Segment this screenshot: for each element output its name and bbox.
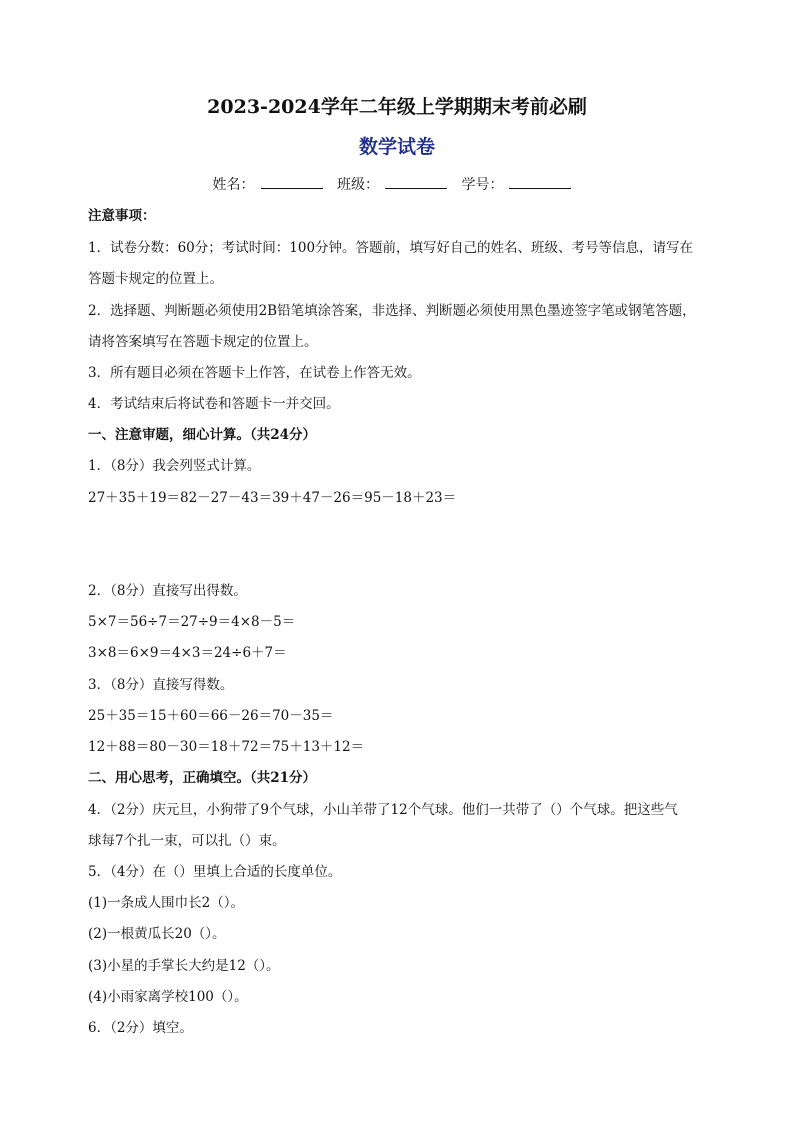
question-6: 6．（2分）填空。 [88,1020,193,1036]
note-line: 3．所有题目必须在答题卡上作答，在试卷上作答无效。 [88,365,421,381]
question-3-expressions-row: 12＋88＝80－30＝18＋72＝75＋13＋12＝ [88,739,365,755]
question-1-expressions: 27＋35＋19＝82－27－43＝39＋47－26＝95－18＋23＝ [88,490,457,506]
question-5-item: (3)小星的手掌长大约是12（）。 [88,958,280,974]
question-4-continued: 球每7个扎一束，可以扎（）束。 [88,833,286,849]
note-line: 4．考试结束后将试卷和答题卡一并交回。 [88,396,340,412]
question-2: 2．（8分）直接写出得数。 [88,583,247,599]
question-2-expressions-row: 3×8＝6×9＝4×3＝24÷6＋7＝ [88,645,287,661]
note-line: 1．试卷分数：60分；考试时间：100分钟。答题前，填写好自己的姓名、班级、考号等信息，请写在 [88,240,694,256]
note-line: 2．选择题、判断题必须使用2B铅笔填涂答案，非选择、判断题必须使用黑色墨迹签字笔或钢笔答题， [88,303,696,319]
class-label: 班级： [337,177,379,193]
note-line: 请将答案填写在答题卡规定的位置上。 [88,334,318,350]
question-5: 5．（4分）在（）里填上合适的长度单位。 [88,864,342,880]
id-label: 学号： [461,177,504,193]
notes-heading: 注意事项： [88,208,156,224]
exam-title: 2023-2024学年二年级上学期期末考前必刷 [207,96,587,118]
question-2-expressions-row: 5×7＝56÷7＝27÷9＝4×8－5＝ [88,614,296,630]
note-line: 答题卡规定的位置上。 [88,271,223,287]
question-5-item: (4)小雨家离学校100（）。 [88,989,248,1005]
question-4: 4．（2分）庆元旦，小狗带了9个气球，小山羊带了12个气球。他们一共带了（）个气球。把这些气 [88,802,678,818]
question-3-expressions-row: 25＋35＝15＋60＝66－26＝70－35＝ [88,708,334,724]
section-1-heading: 一、注意审题，细心计算。（共24分） [88,427,317,443]
section-2-heading: 二、用心思考，正确填空。（共21分） [88,770,317,786]
id-blank [509,174,571,189]
class-blank [385,174,447,189]
exam-subtitle: 数学试卷 [358,136,435,158]
name-label: 姓名： [212,177,255,193]
question-5-item: (1)一条成人围巾长2（）。 [88,895,244,911]
question-5-item: (2)一根黄瓜长20（）。 [88,926,226,942]
question-1: 1．（8分）我会列竖式计算。 [88,458,261,474]
name-blank [261,174,323,189]
student-info-row [0,174,794,196]
question-3: 3．（8分）直接写得数。 [88,677,234,693]
